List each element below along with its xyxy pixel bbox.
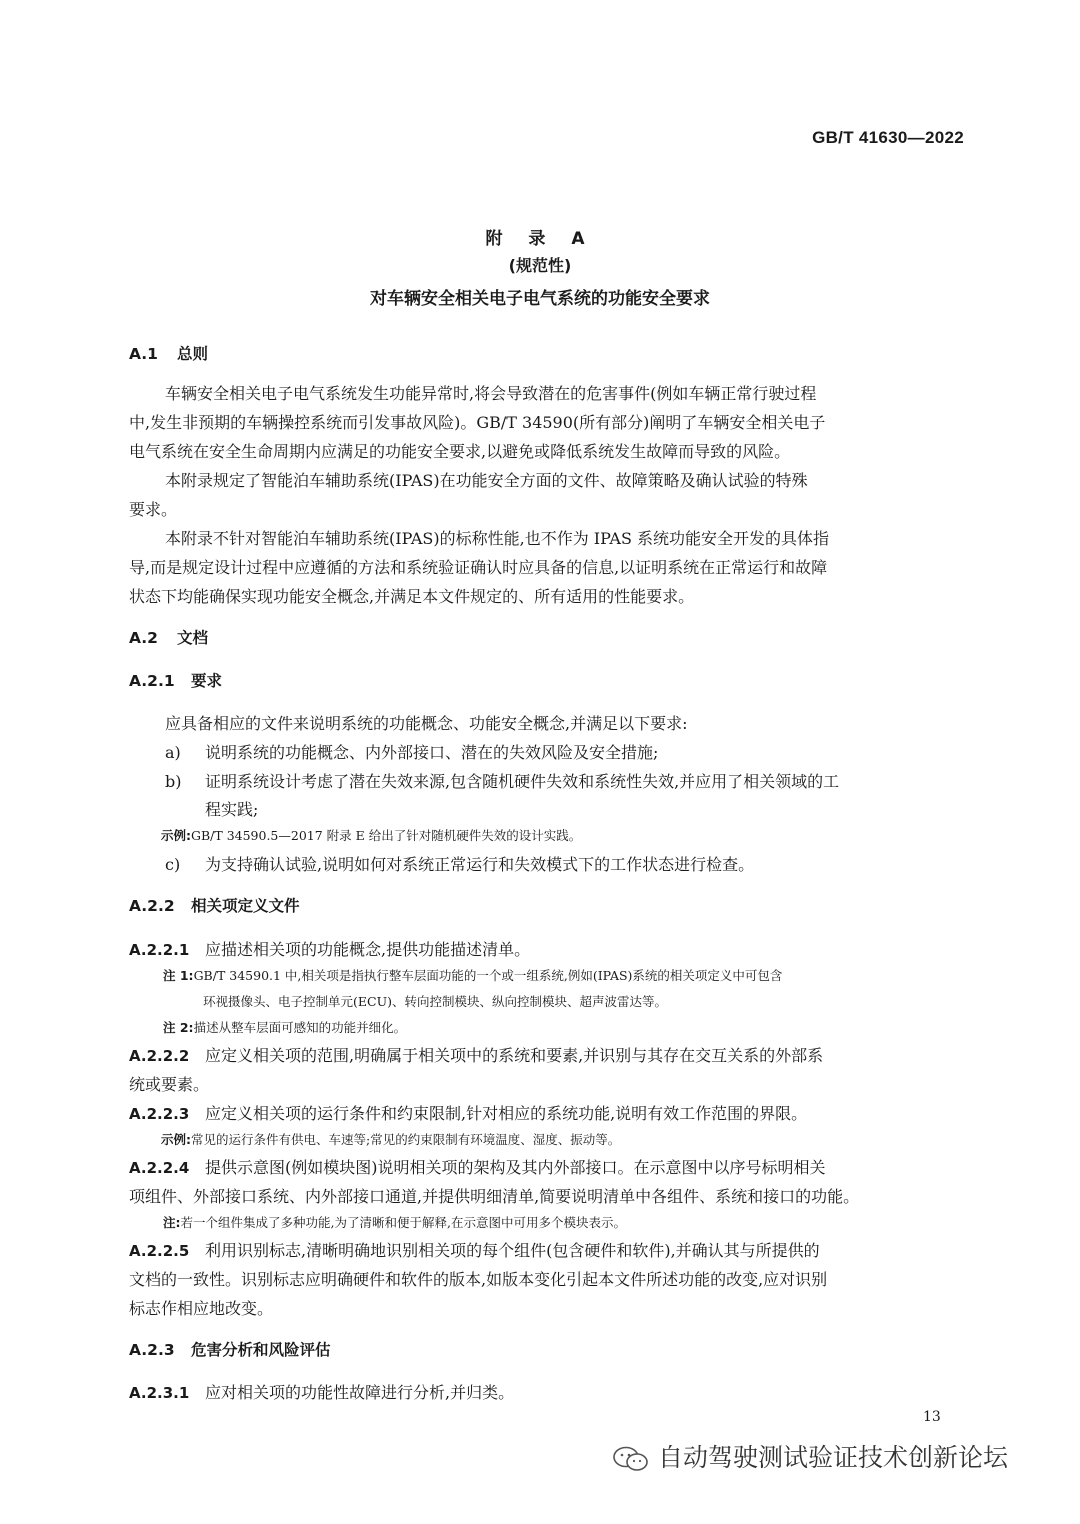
watermark [612, 1438, 1008, 1474]
clause-number: A.2.2.5 [129, 1242, 190, 1260]
section-a22-heading [129, 894, 300, 916]
clause-a225 [129, 1238, 820, 1261]
paragraph-line: 本附录不针对智能泊车辅助系统(IPAS)的标称性能,也不作为 IPAS 系统功能安全开发的具体指 [165, 529, 830, 548]
example-note [161, 826, 581, 844]
note-text: 若一个组件集成了多种功能,为了清晰和便于解释,在示意图中可用多个模块表示。 [180, 1215, 626, 1230]
list-marker: c) [165, 855, 181, 874]
note-label: 注 2: [163, 1020, 194, 1035]
appendix-title: 对车辆安全相关电子电气系统的功能安全要求 [370, 289, 710, 309]
section-title: 文档 [177, 629, 209, 647]
paragraph-line: 应具备相应的文件来说明系统的功能概念、功能安全概念,并满足以下要求: [165, 714, 688, 733]
example-note [161, 1130, 620, 1148]
note-2 [163, 1018, 406, 1036]
note-1 [163, 966, 782, 984]
list-item-b [165, 769, 839, 792]
appendix-type: (规范性) [508, 256, 572, 275]
clause-text: 应定义相关项的范围,明确属于相关项中的系统和要素,并识别与其存在交互关系的外部系 [205, 1046, 824, 1065]
section-title: 危害分析和风险评估 [191, 1341, 331, 1359]
example-label: 示例: [161, 828, 191, 843]
note-text: 描述从整车层面可感知的功能并细化。 [193, 1020, 407, 1035]
paragraph-line: 电气系统在安全生命周期内应满足的功能安全要求,以避免或降低系统发生故障而导致的风险。 [129, 442, 791, 461]
page-number: 13 [923, 1409, 941, 1425]
paragraph-line: 本附录规定了智能泊车辅助系统(IPAS)在功能安全方面的文件、故障策略及确认试验的特殊 [165, 471, 808, 490]
note-text: GB/T 34590.1 中,相关项是指执行整车层面功能的一个或一组系统,例如(IPAS)系统的相关项定义中可包含 [193, 968, 783, 983]
clause-text: 应对相关项的功能性故障进行分析,并归类。 [205, 1383, 515, 1402]
clause-text-cont: 统或要素。 [129, 1075, 210, 1094]
clause-a231 [129, 1380, 514, 1403]
clause-number: A.2.2.1 [129, 941, 190, 959]
note-3 [163, 1213, 626, 1231]
clause-text: 利用识别标志,清晰明确地识别相关项的每个组件(包含硬件和软件),并确认其与所提供的 [205, 1241, 820, 1260]
clause-number: A.2.2.4 [129, 1159, 190, 1177]
example-text: 常见的运行条件有供电、车速等;常见的约束限制有环境温度、湿度、振动等。 [191, 1132, 621, 1147]
section-title: 要求 [191, 672, 223, 690]
list-text: 为支持确认试验,说明如何对系统正常运行和失效模式下的工作状态进行检查。 [205, 855, 755, 874]
clause-a221 [129, 937, 530, 960]
clause-number: A.2.2.2 [129, 1047, 190, 1065]
section-a21-heading [129, 669, 222, 691]
paragraph-line: 车辆安全相关电子电气系统发生功能异常时,将会导致潜在的危害事件(例如车辆正常行驶过程 [165, 384, 817, 403]
clause-text-cont: 标志作相应地改变。 [129, 1299, 274, 1318]
note-label: 注 1: [163, 968, 194, 983]
appendix-label: 附 录 A [485, 229, 595, 249]
clause-number: A.2.2.3 [129, 1105, 190, 1123]
section-a23-heading [129, 1338, 331, 1360]
section-title: 相关项定义文件 [191, 897, 300, 915]
watermark-text: 自动驾驶测试验证技术创新论坛 [658, 1443, 1009, 1472]
example-label: 示例: [161, 1132, 191, 1147]
paragraph-line: 状态下均能确保实现功能安全概念,并满足本文件规定的、所有适用的性能要求。 [129, 587, 695, 606]
section-number: A.2 [129, 629, 158, 647]
clause-text: 提供示意图(例如模块图)说明相关项的架构及其内外部接口。在示意图中以序号标明相关 [205, 1158, 826, 1177]
list-item-a [165, 740, 658, 763]
example-text: GB/T 34590.5—2017 附录 E 给出了针对随机硬件失效的设计实践。 [191, 828, 582, 843]
paragraph-line: 导,而是规定设计过程中应遵循的方法和系统验证确认时应具备的信息,以证明系统在正常运行和故障 [129, 558, 828, 577]
section-number: A.2.3 [129, 1341, 175, 1359]
clause-a222 [129, 1043, 823, 1066]
list-text-cont: 程实践; [205, 800, 259, 819]
list-marker: a) [165, 743, 181, 762]
list-text: 说明系统的功能概念、内外部接口、潜在的失效风险及安全措施; [205, 743, 659, 762]
section-a1-heading [129, 342, 208, 364]
clause-text-cont: 项组件、外部接口系统、内外部接口通道,并提供明细清单,简要说明清单中各组件、系统和接口的功能。 [129, 1187, 860, 1206]
section-a2-heading [129, 626, 208, 648]
section-number: A.1 [129, 345, 158, 363]
clause-text: 应定义相关项的运行条件和约束限制,针对相应的系统功能,说明有效工作范围的界限。 [205, 1104, 808, 1123]
section-number: A.2.2 [129, 897, 175, 915]
section-number: A.2.1 [129, 672, 175, 690]
list-text: 证明系统设计考虑了潜在失效来源,包含随机硬件失效和系统性失效,并应用了相关领域的工 [205, 772, 840, 791]
clause-a223 [129, 1101, 807, 1124]
list-marker: b) [165, 772, 182, 791]
list-item-c [165, 852, 754, 875]
paragraph-line: 要求。 [129, 500, 178, 519]
clause-number: A.2.3.1 [129, 1384, 190, 1402]
clause-text-cont: 文档的一致性。识别标志应明确硬件和软件的版本,如版本变化引起本文件所述功能的改变,应对识别 [129, 1270, 828, 1289]
section-title: 总则 [177, 345, 209, 363]
clause-text: 应描述相关项的功能概念,提供功能描述清单。 [205, 940, 531, 959]
note-label: 注: [163, 1215, 181, 1230]
wechat-icon [612, 1445, 650, 1473]
standard-number: GB/T 41630—2022 [812, 128, 964, 147]
note-1-cont: 环视摄像头、电子控制单元(ECU)、转向控制模块、纵向控制模块、超声波雷达等。 [203, 994, 667, 1009]
clause-a224 [129, 1155, 826, 1178]
paragraph-line: 中,发生非预期的车辆操控系统而引发事故风险)。GB/T 34590(所有部分)阐明了车辆安全相关电子 [129, 413, 826, 432]
